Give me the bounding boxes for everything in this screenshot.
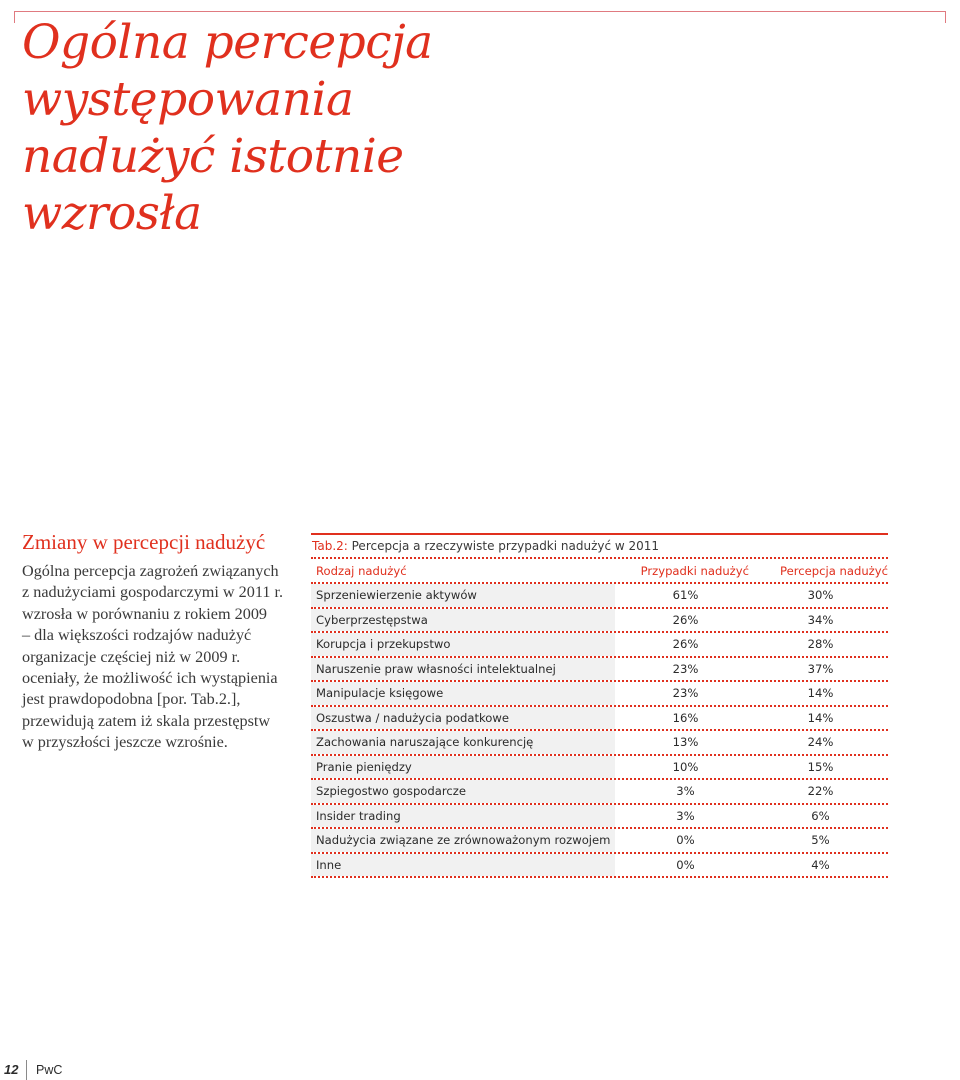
cell-fraud-type: Cyberprzestępstwa (311, 609, 618, 632)
footer-divider (26, 1060, 27, 1080)
cell-fraud-type: Zachowania naruszające konkurencję (311, 731, 618, 754)
cell-cases: 13% (618, 731, 753, 754)
cell-cases: 26% (618, 609, 753, 632)
table-caption (311, 535, 888, 559)
cell-cases: 61% (618, 584, 753, 607)
cell-cases: 3% (618, 780, 753, 803)
cell-perception: 30% (753, 584, 888, 607)
table-row (311, 584, 888, 609)
cell-fraud-type: Pranie pieniędzy (311, 756, 618, 779)
table-row (311, 707, 888, 732)
cell-fraud-type: Korupcja i przekupstwo (311, 633, 618, 656)
column-header-type: Rodzaj nadużyć (316, 563, 407, 578)
top-rule (14, 11, 946, 12)
cell-fraud-type: Insider trading (311, 805, 618, 828)
headline-line: wzrosła (22, 186, 202, 241)
table-caption-text: Percepcja a rzeczywiste przypadki nadużyć w 2011 (347, 539, 660, 553)
cell-cases: 0% (618, 829, 753, 852)
headline-line: nadużyć istotnie (22, 129, 404, 184)
cell-perception: 28% (753, 633, 888, 656)
cell-cases: 23% (618, 682, 753, 705)
cell-fraud-type: Inne (311, 854, 618, 877)
top-right-corner-rule (945, 11, 946, 23)
cell-perception: 4% (753, 854, 888, 877)
cell-fraud-type: Oszustwa / nadużycia podatkowe (311, 707, 618, 730)
sidebar-text-line: organizacje częściej niż w 2009 r. (22, 647, 241, 666)
cell-perception: 5% (753, 829, 888, 852)
table-body (311, 584, 888, 878)
table-row (311, 854, 888, 879)
cell-cases: 10% (618, 756, 753, 779)
sidebar-text-line: Ogólna percepcja zagrożeń związanych (22, 562, 279, 580)
table-row (311, 633, 888, 658)
table-row (311, 756, 888, 781)
table-row (311, 805, 888, 830)
brand-name: PwC (36, 1063, 63, 1077)
sidebar-text-line: w przyszłości jeszcze wzrośnie. (22, 733, 228, 752)
cell-fraud-type: Sprzeniewierzenie aktywów (311, 584, 618, 607)
table-row (311, 658, 888, 683)
cell-fraud-type: Naruszenie praw własności intelektualnej (311, 658, 618, 681)
cell-cases: 26% (618, 633, 753, 656)
headline-line: Ogólna percepcja (22, 15, 433, 70)
column-header-perception: Percepcja nadużyć (780, 563, 888, 578)
cell-perception: 6% (753, 805, 888, 828)
fraud-perception-table (311, 533, 888, 878)
cell-perception: 14% (753, 707, 888, 730)
cell-fraud-type: Manipulacje księgowe (311, 682, 618, 705)
table-row (311, 682, 888, 707)
cell-fraud-type: Nadużycia związane ze zrównoważonym rozwojem (311, 829, 618, 852)
cell-cases: 0% (618, 854, 753, 877)
sidebar-text-line: oceniały, że możliwość ich wystąpienia (22, 669, 278, 688)
sidebar-title: Zmiany w percepcji nadużyć (22, 530, 266, 554)
sidebar-text-line: – dla większości rodzajów nadużyć (22, 626, 252, 645)
headline (22, 14, 433, 242)
table-row (311, 829, 888, 854)
table-caption-label: Tab.2: (312, 539, 348, 553)
cell-cases: 3% (618, 805, 753, 828)
cell-perception: 22% (753, 780, 888, 803)
sidebar-text-line: wzrosła w porównaniu z rokiem 2009 (22, 604, 268, 623)
cell-cases: 23% (618, 658, 753, 681)
sidebar-text (22, 561, 292, 754)
cell-perception: 24% (753, 731, 888, 754)
table-row (311, 609, 888, 634)
sidebar-text-line: jest prawdopodobna [por. Tab.2.], (22, 690, 241, 709)
cell-perception: 37% (753, 658, 888, 681)
sidebar-text-line: z nadużyciami gospodarczymi w 2011 r. (22, 583, 284, 602)
cell-cases: 16% (618, 707, 753, 730)
table-row (311, 731, 888, 756)
cell-fraud-type: Szpiegostwo gospodarcze (311, 780, 618, 803)
table-row (311, 780, 888, 805)
cell-perception: 34% (753, 609, 888, 632)
headline-line: występowania (22, 72, 354, 127)
page-number: 12 (4, 1062, 19, 1077)
top-left-corner-rule (14, 11, 15, 23)
table-header-row (311, 559, 888, 584)
column-header-cases: Przypadki nadużyć (640, 563, 749, 578)
cell-perception: 15% (753, 756, 888, 779)
sidebar-text-line: przewidują zatem iż skala przestępstw (22, 711, 271, 730)
cell-perception: 14% (753, 682, 888, 705)
